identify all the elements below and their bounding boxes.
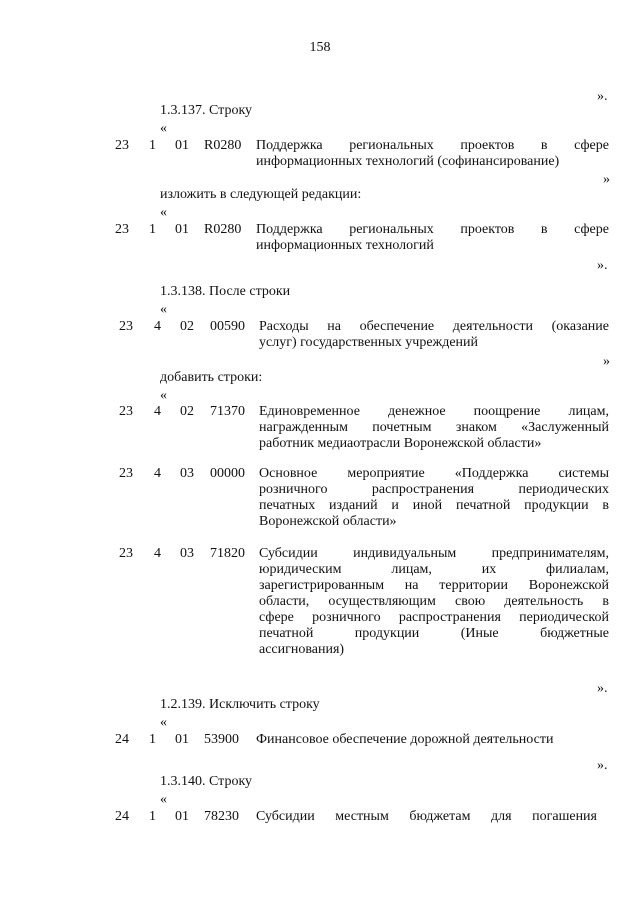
code-target: 78230 [204,809,239,824]
row-description-line: области, осуществляющим свою деятельность в [259,594,609,609]
code-target: 53900 [204,732,239,747]
code-section: 4 [154,319,161,334]
row-description-line: услуг) государственных учреждений [259,335,479,350]
code-chapter: 23 [119,319,133,334]
code-chapter: 23 [119,404,133,419]
opening-quote: « [160,715,167,730]
section-heading: 1.2.139. Исключить строку [160,697,320,712]
row-description-line: Поддержка региональных проектов в сфере [256,138,609,153]
code-section: 4 [154,546,161,561]
code-subsection: 01 [175,809,189,824]
code-target: 71370 [210,404,245,419]
row-description-line: Субсидии индивидуальным предпринимателям, [259,546,609,561]
instruction-text: изложить в следующей редакции: [160,187,362,202]
code-subsection: 03 [180,466,194,481]
code-chapter: 23 [115,222,129,237]
code-target: 71820 [210,546,245,561]
row-description-line: работник медиаотрасли Воронежской области» [259,436,542,451]
row-description-line: информационных технологий (софинансирование) [256,154,560,169]
row-description-line: Поддержка региональных проектов в сфере [256,222,609,237]
row-description-line: розничного распространения периодических [259,482,609,497]
closing-quote: ». [597,89,608,104]
section-heading: 1.3.137. Строку [160,103,253,118]
row-description-line: информационных технологий [256,238,434,253]
code-chapter: 23 [115,138,129,153]
code-subsection: 01 [175,732,189,747]
code-target: 00590 [210,319,245,334]
opening-quote: « [160,302,167,317]
code-chapter: 24 [115,809,129,824]
opening-quote: « [160,792,167,807]
row-description-line: награжденным почетным знаком «Заслуженный [259,420,609,435]
code-section: 4 [154,404,161,419]
row-description-line: печатных изданий и иной печатной продукции в [259,498,609,513]
row-description-line: Единовременное денежное поощрение лицам, [259,404,609,419]
closing-quote: » [603,354,610,369]
code-subsection: 01 [175,138,189,153]
section-heading: 1.3.140. Строку [160,774,253,789]
opening-quote: « [160,121,167,136]
section-heading: 1.3.138. После строки [160,284,291,299]
closing-quote: ». [597,681,608,696]
code-target: R0280 [204,138,242,153]
code-subsection: 01 [175,222,189,237]
code-section: 4 [154,466,161,481]
code-section: 1 [149,732,156,747]
instruction-text: добавить строки: [160,370,263,385]
code-section: 1 [149,809,156,824]
code-subsection: 03 [180,546,194,561]
code-chapter: 23 [119,466,133,481]
closing-quote: ». [597,258,608,273]
code-subsection: 02 [180,404,194,419]
closing-quote: ». [597,758,608,773]
code-target: R0280 [204,222,242,237]
row-description-line: печатной продукции (Иные бюджетные [259,626,609,641]
row-description-line: Расходы на обеспечение деятельности (оказание [259,319,609,334]
closing-quote: » [603,172,610,187]
code-target: 00000 [210,466,245,481]
row-description-line: зарегистрированным на территории Воронежской [259,578,609,593]
row-description-line: юридическим лицам, их филиалам, [259,562,609,577]
row-description-line: Основное мероприятие «Поддержка системы [259,466,609,481]
code-section: 1 [149,222,156,237]
row-description-line: Финансовое обеспечение дорожной деятельности [256,732,554,747]
code-subsection: 02 [180,319,194,334]
row-description-line: сфере розничного распространения периодической [259,610,609,625]
code-section: 1 [149,138,156,153]
row-description-line: Субсидии местным бюджетам для погашения [256,809,597,824]
code-chapter: 24 [115,732,129,747]
opening-quote: « [160,388,167,403]
row-description-line: ассигнования) [259,642,345,657]
opening-quote: « [160,205,167,220]
code-chapter: 23 [119,546,133,561]
row-description-line: Воронежской области» [259,514,397,529]
page-number: 158 [309,40,331,55]
